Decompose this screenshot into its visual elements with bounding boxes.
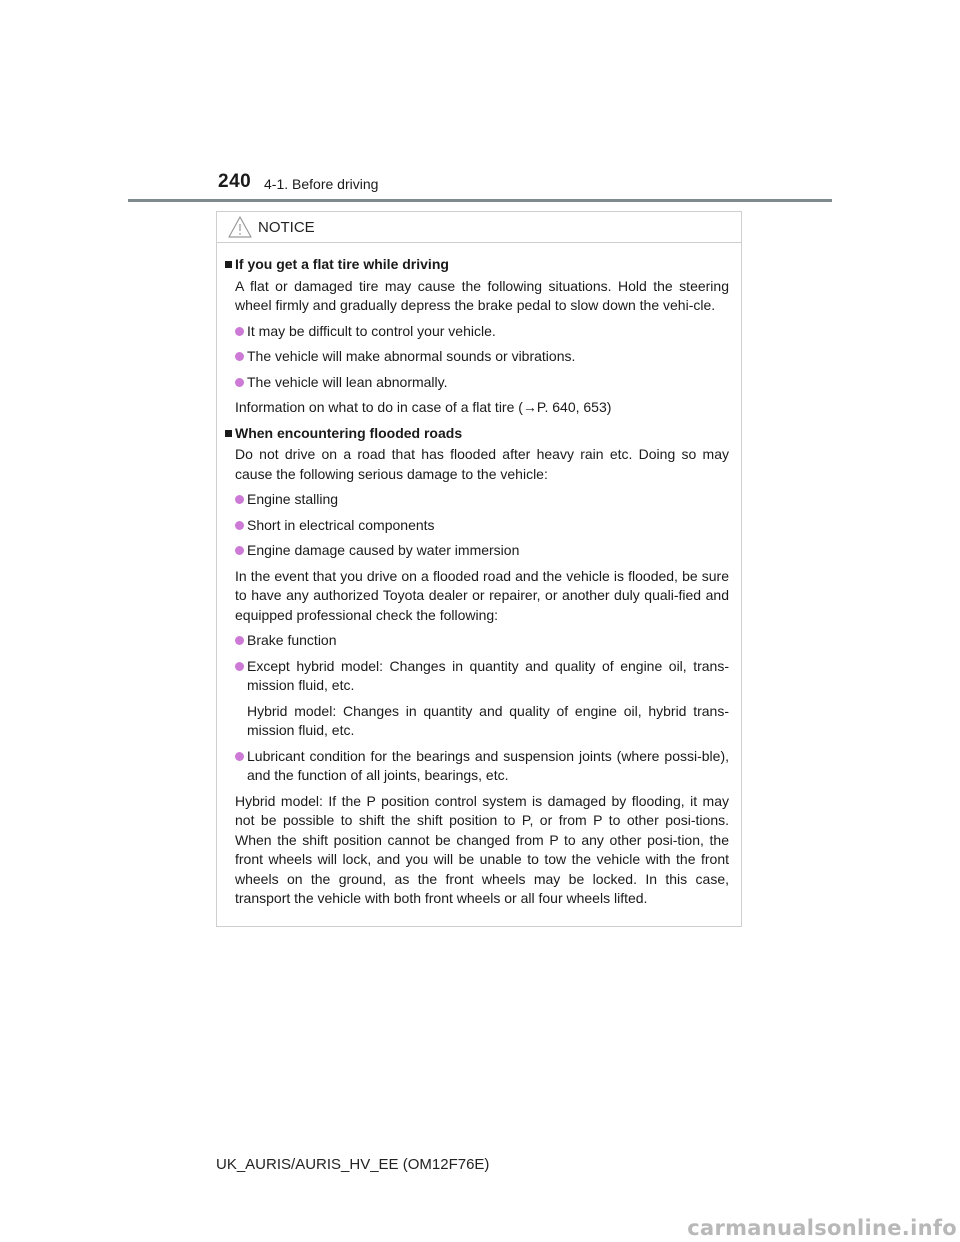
notice-body: [217, 243, 741, 909]
round-bullet-icon: [235, 495, 244, 504]
notice-box: [216, 211, 742, 927]
page-number: 240: [218, 171, 252, 192]
list-item: The vehicle will make abnormal sounds or vibrations.: [235, 347, 729, 367]
round-bullet-icon: [235, 636, 244, 645]
round-bullet-icon: [235, 662, 244, 671]
notice-label: NOTICE: [258, 219, 315, 236]
flat-tire-heading: If you get a flat tire while driving: [221, 255, 729, 275]
list-item: Engine damage caused by water immersion: [235, 541, 729, 561]
round-bullet-icon: [235, 752, 244, 761]
list-item: It may be difficult to control your vehicle.: [235, 322, 729, 342]
page-header: [0, 0, 960, 205]
hybrid-fluids-note: Hybrid model: Changes in quantity and quality of engine oil, hybrid trans-mission fluid, etc.: [247, 702, 729, 738]
model-code-footer: UK_AURIS/AURIS_HV_EE (OM12F76E): [216, 1156, 490, 1173]
list-item: Lubricant condition for the bearings and suspension joints (where possi-ble), and the function of all joints, bearings, etc.: [235, 747, 729, 786]
flooded-check-intro: In the event that you drive on a flooded road and the vehicle is flooded, be sure to have any authorized Toyota dealer or repairer, or another duly quali-fied and equipped professional check the following:: [235, 567, 729, 623]
watermark-logo: carmanualsonline.info: [687, 1216, 957, 1240]
square-bullet-icon: [225, 261, 232, 268]
flooded-roads-heading: When encountering flooded roads: [221, 424, 729, 444]
hybrid-p-position-note: Hybrid model: If the P position control system is damaged by flooding, it may not be possible to shift the shift position to P, or from P to other posi-tions. When the shift position cannot be changed from P to any other posi-tion, the front wheels will lock, and you will be unable to tow the vehicle with the front wheels on the ground, as the front wheels may be locked. In this case, transport the vehicle with both front wheels or all four wheels lifted.: [235, 792, 729, 906]
round-bullet-icon: [235, 378, 244, 387]
round-bullet-icon: [235, 352, 244, 361]
flat-tire-intro: A flat or damaged tire may cause the following situations. Hold the steering wheel firmly and gradually depress the brake pedal to slow down the vehi-cle.: [235, 277, 729, 313]
flooded-roads-intro: Do not drive on a road that has flooded after heavy rain etc. Doing so may cause the following serious damage to the vehicle:: [235, 446, 729, 482]
section-title: 4-1. Before driving: [264, 176, 379, 192]
square-bullet-icon: [225, 430, 232, 437]
list-item: Engine stalling: [235, 490, 729, 510]
notice-header: [217, 212, 741, 243]
header-divider: [128, 199, 832, 202]
list-item: Brake function: [235, 631, 729, 651]
list-item: Except hybrid model: Changes in quantity and quality of engine oil, trans-mission fluid, etc.: [235, 657, 729, 696]
list-item: The vehicle will lean abnormally.: [235, 373, 729, 393]
round-bullet-icon: [235, 327, 244, 336]
round-bullet-icon: [235, 521, 244, 530]
flat-tire-info: Information on what to do in case of a flat tire (→P. 640, 653): [235, 399, 612, 415]
list-item: Short in electrical components: [235, 516, 729, 536]
round-bullet-icon: [235, 546, 244, 555]
warning-triangle-icon: [227, 215, 253, 239]
